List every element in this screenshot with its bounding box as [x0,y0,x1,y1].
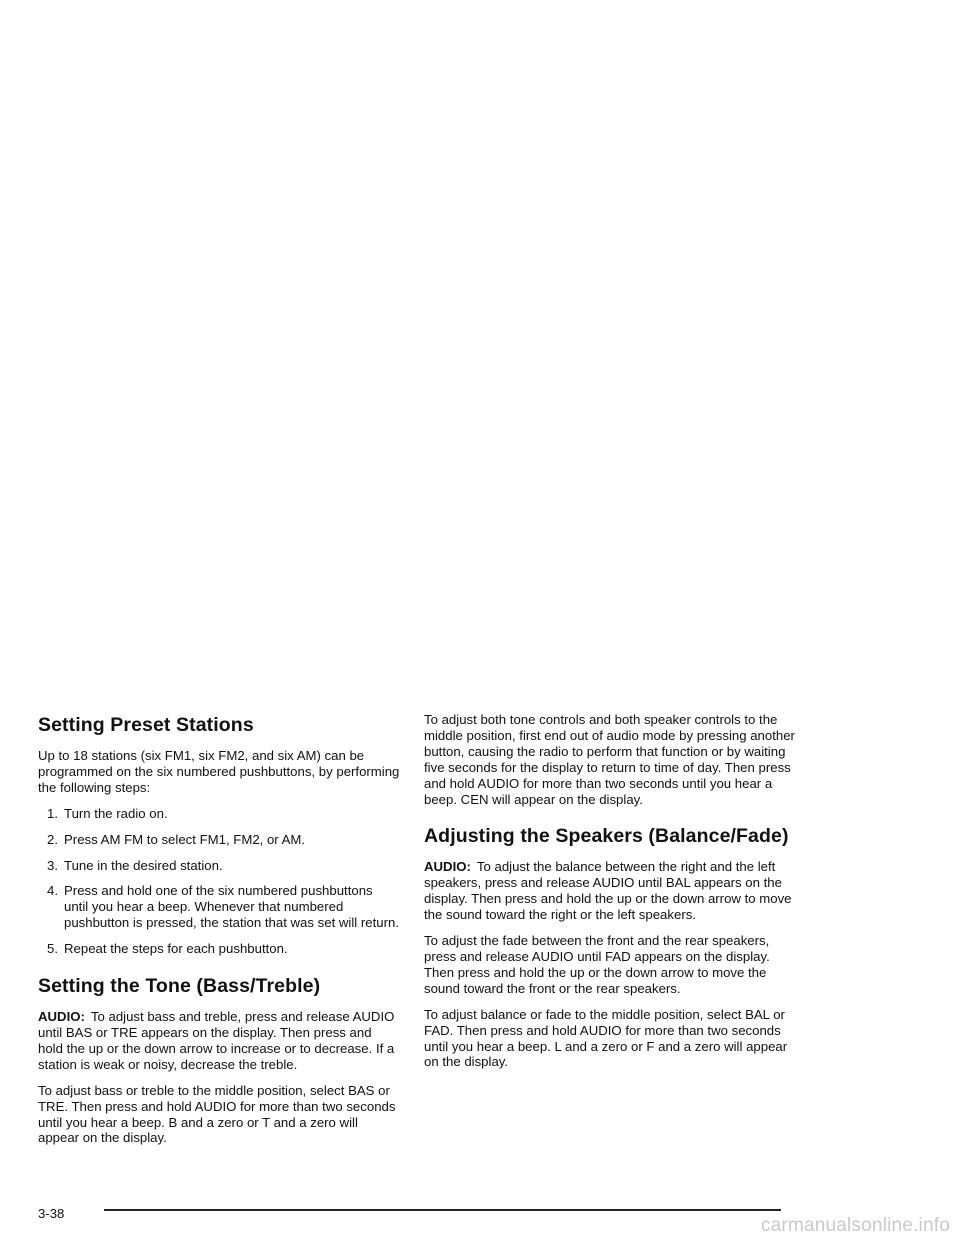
step-number: 2. [47,831,58,847]
step-number: 4. [47,883,58,899]
step-text: Tune in the desired station. [64,857,223,873]
list-item [38,883,400,931]
tone-paragraph-1 [38,1009,400,1073]
tone-text-1: To adjust bass and treble, press and release AUDIO until BAS or TRE appears on the display. Then press and hold the up or the down arrow to increase or to decrease. If a station is weak or noisy, decrease the treble. [38,1009,395,1072]
right-column [424,712,796,1080]
step-text: Repeat the steps for each pushbutton. [64,941,288,957]
step-number: 1. [47,805,58,821]
left-column [38,712,400,1156]
footer-divider [104,1209,781,1211]
audio-label: AUDIO: [38,1009,85,1025]
tone-paragraph-3: To adjust both tone controls and both speaker controls to the middle position, first end out of audio mode by pressing another button, causing the radio to perform that function or by waiting five seconds for the display to return to time of day. Then press and hold AUDIO for more than two seconds until you hear a beep. CEN will appear on the display. [424,712,795,807]
page-number: 3-38 [38,1206,65,1221]
preset-intro: Up to 18 stations (six FM1, six FM2, and six AM) can be programmed on the six numbered pushbuttons, by performing the following steps: [38,748,400,795]
preset-steps-list [38,806,400,957]
preset-heading: Setting Preset Stations [38,714,254,736]
speakers-paragraph-3: To adjust balance or fade to the middle position, select BAL or FAD. Then press and hold AUDIO for more than two seconds until you hear a beep. L and a zero or F and a zero will appear on the display. [424,1006,788,1070]
list-item [38,832,400,848]
watermark: carmanualsonline.info [760,1215,950,1236]
speakers-paragraph-2: To adjust the fade between the front and the rear speakers, press and release AUDIO until FAD appears on the display. Then press and hold the up or the down arrow to move the sound toward the front or the rear speakers. [424,933,770,996]
audio-label: AUDIO: [424,859,471,875]
step-text: Press AM FM to select FM1, FM2, or AM. [64,831,306,847]
step-text: Turn the radio on. [64,805,168,821]
list-item [38,858,400,874]
step-number: 3. [47,857,58,873]
step-text: Press and hold one of the six numbered pushbuttons until you hear a beep. Whenever that numbered pushbutton is pressed, the station that was set will return. [64,883,399,931]
speakers-text-1: To adjust the balance between the right and the left speakers, press and release AUDIO until BAL appears on the display. Then press and hold the up or the down arrow to move the sound toward the right or the left speakers. [424,859,792,923]
step-number: 5. [47,941,58,957]
tone-heading: Setting the Tone (Bass/Treble) [38,975,321,998]
list-item [38,941,400,957]
tone-paragraph-2: To adjust bass or treble to the middle position, select BAS or TRE. Then press and hold AUDIO for more than two seconds until you hear a beep. B and a zero or T and a zero will appear on the display. [38,1082,396,1146]
list-item [38,806,400,822]
speakers-paragraph-1 [424,859,796,923]
speakers-heading: Adjusting the Speakers (Balance/Fade) [424,825,789,848]
